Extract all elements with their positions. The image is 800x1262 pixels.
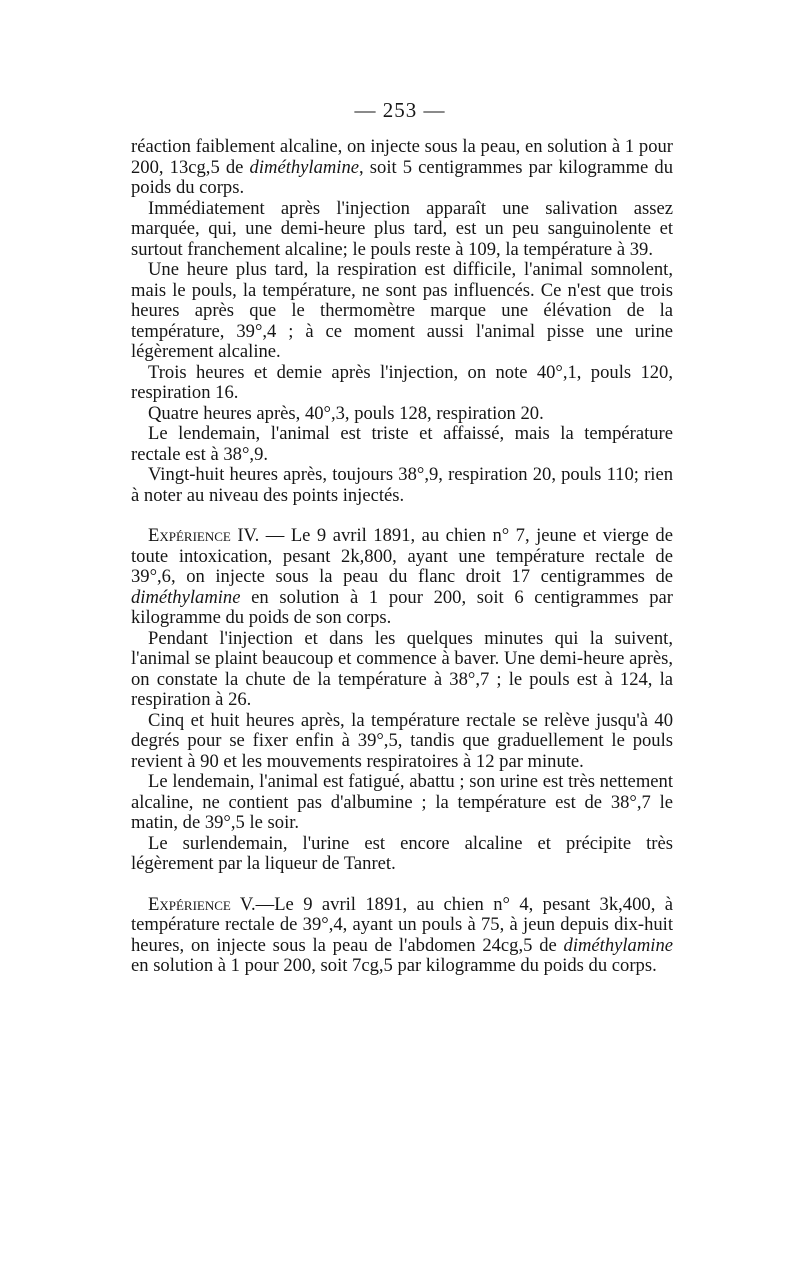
experience-paragraph [131, 526, 673, 629]
paragraph: réaction faiblement alcaline, on injecte sous la peau, en solution à 1 pour 200, 13cg,5 de diméthylamine, soit 5 centigrammes par kilogramme du poids du corps. [131, 136, 674, 198]
paragraph: Le surlendemain, l'urine est encore alcaline et précipite très légèrement par la liqueur de Tanret. [131, 832, 673, 874]
chemical-name: diméthylamine [131, 586, 241, 608]
chemical-name: diméthylamine [563, 934, 673, 956]
paragraph-text: — Le 9 avril 1891, au chien n° 7, jeune et vierge de toute intoxication, pesant 2k,800, ayant une température rectale de 39°,6, on injecte sous la peau du flanc droit 17 centigrammes de diméthylamine en solution à 1 pour 200, soit 6 centigrammes par kilogramme du poids de son corps. [131, 525, 673, 628]
experience-paragraph [131, 895, 673, 977]
paragraph: Vingt-huit heures après, toujours 38°,9, respiration 20, pouls 110; rien à noter au niveau des points injectés. [131, 464, 673, 506]
paragraph: Une heure plus tard, la respiration est difficile, l'animal somnolent, mais le pouls, la température, ne sont pas influencés. Ce n'est que trois heures après que le thermomètre marque une élévation de la température, 39°,4 ; à ce moment aussi l'animal pisse une urine légèrement alcaline. [131, 259, 673, 362]
paragraph: Cinq et huit heures après, la température rectale se relève jusqu'à 40 degrés pour se fixer enfin à 39°,5, tandis que graduellement le pouls revient à 90 et les mouvements respiratoires à 12 par minute. [131, 709, 673, 772]
paragraph: Le lendemain, l'animal est triste et affaissé, mais la température rectale est à 38°,9. [131, 423, 673, 465]
paragraph: Immédiatement après l'injection apparaît une salivation assez marquée, qui, une demi-heure plus tard, est un peu sanguinolente et surtout franchement alcaline; le pouls reste à 109, la température à 39. [131, 197, 673, 260]
chemical-name: diméthylamine [249, 156, 360, 178]
paragraph: Le lendemain, l'animal est fatigué, abattu ; son urine est très nettement alcaline, ne contient pas d'albumine ; la température est de 38°,7 le matin, de 39°,5 le soir. [131, 771, 673, 833]
page-number: — 253 — [354, 98, 446, 122]
paragraph: Pendant l'injection et dans les quelques minutes qui la suivent, l'animal se plaint beaucoup et commence à baver. Une demi-heure après, on constate la chute de la température à 38°,7 ; le pouls est à 124, la respiration à 26. [131, 627, 673, 710]
experience-heading: Expérience IV. [148, 525, 260, 546]
experience-heading: Expérience V. [148, 893, 256, 915]
paragraph-text: —Le 9 avril 1891, au chien n° 4, pesant 3k,400, à température rectale de 39°,4, ayant un pouls à 75, à jeun depuis dix-huit heures, on injecte sous la peau de l'abdomen 24cg,5 de diméthylamine en solution à 1 pour 200, soit 7cg,5 par kilogramme du poids du corps. [131, 893, 673, 976]
paragraph: Trois heures et demie après l'injection, on note 40°,1, pouls 120, respiration 16. [131, 361, 673, 403]
body-text [131, 137, 673, 977]
paragraph: Quatre heures après, 40°,3, pouls 128, respiration 20. [148, 402, 544, 424]
